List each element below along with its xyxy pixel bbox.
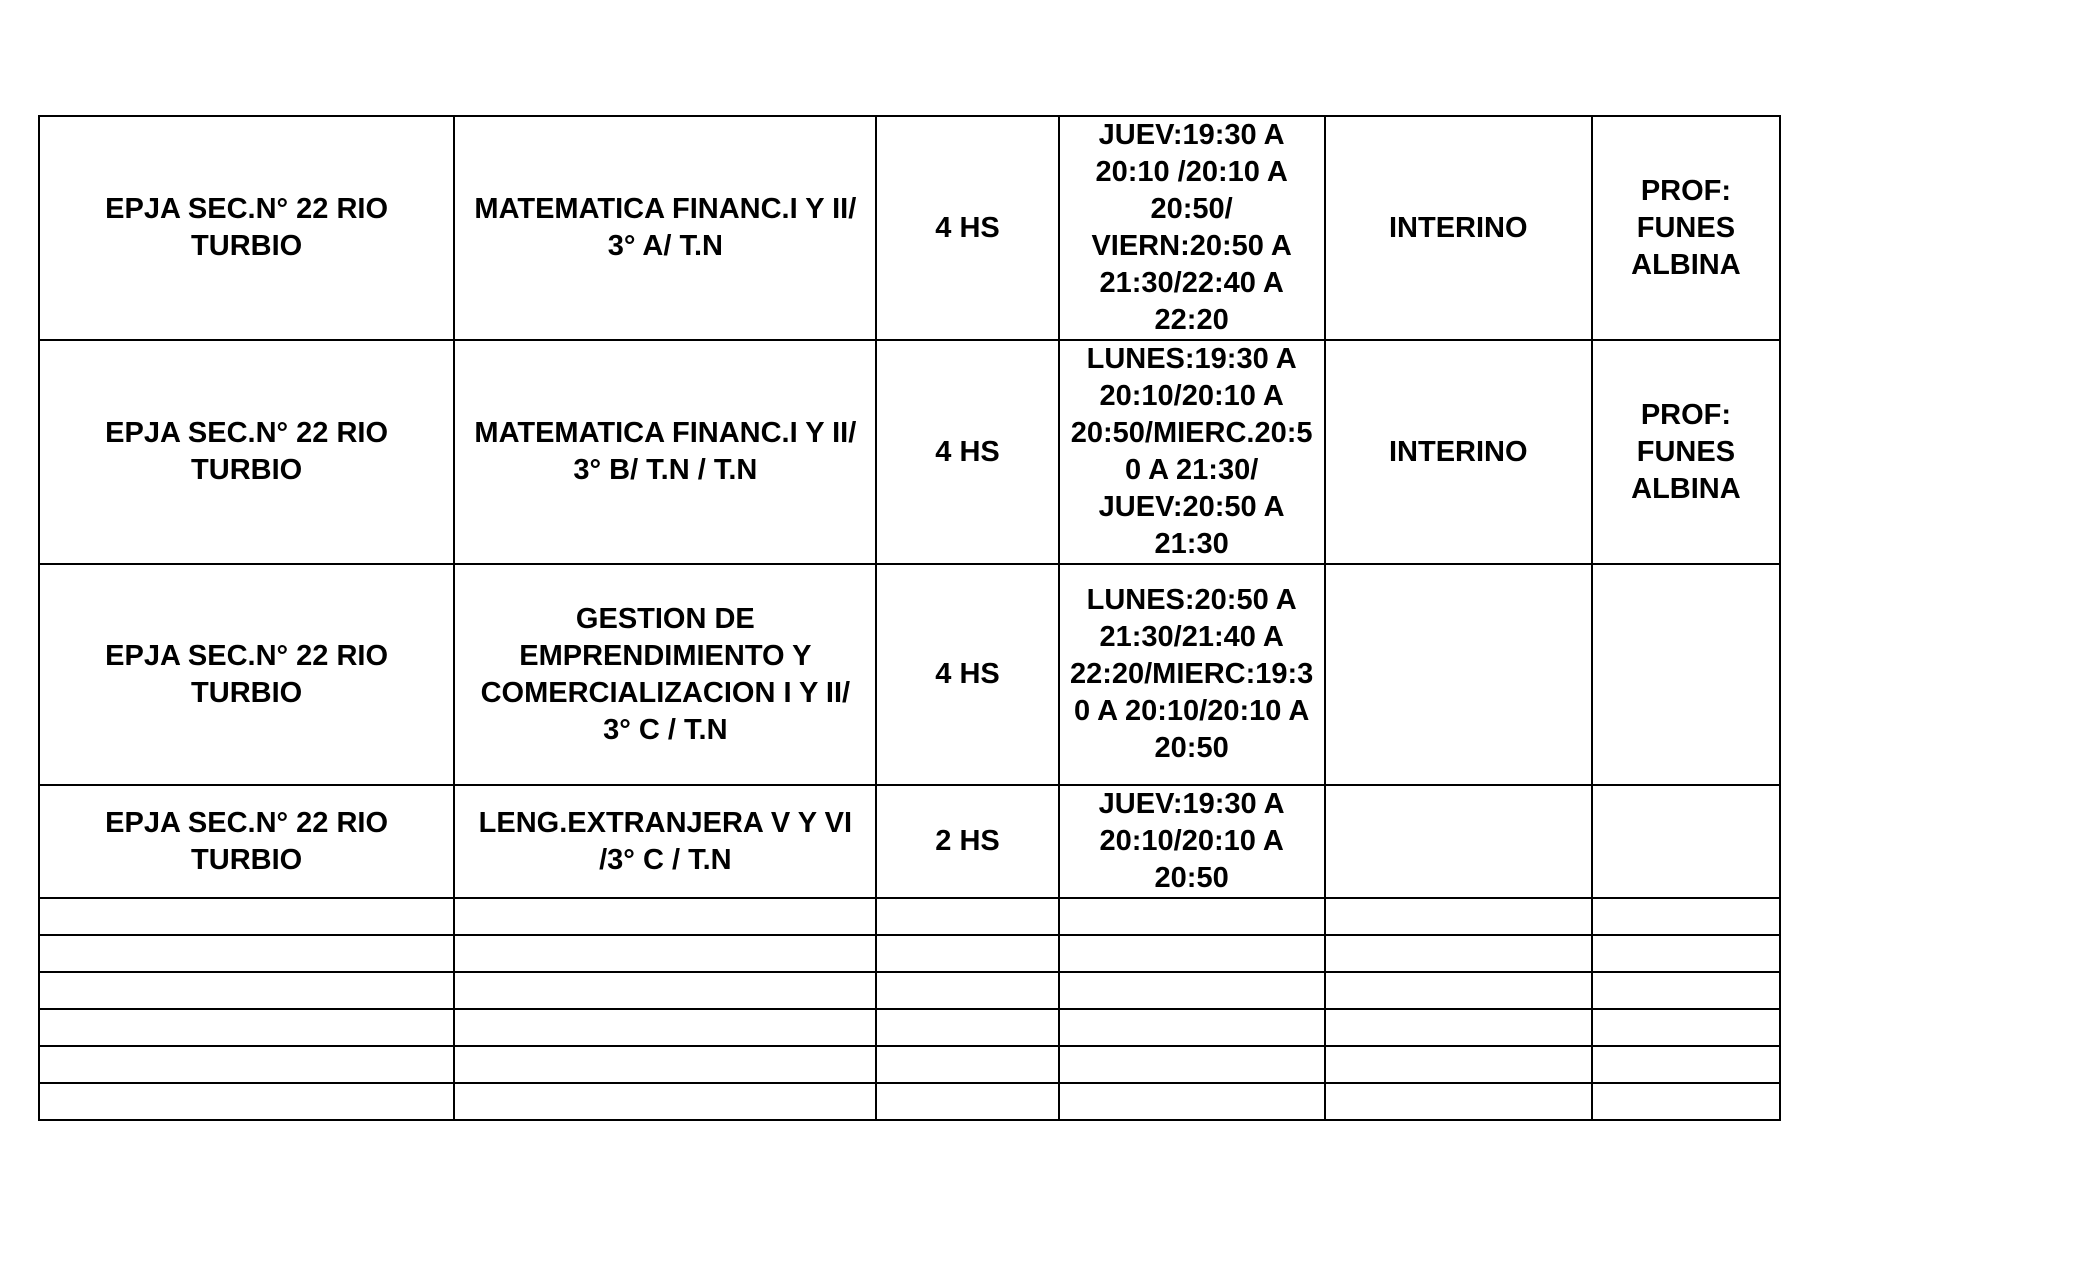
status-cell (1325, 564, 1592, 785)
schedule-cell: LUNES:20:50 A 21:30/21:40 A 22:20/MIERC:19:3 0 A 20:10/20:10 A 20:50 (1059, 564, 1325, 785)
empty-cell (1325, 898, 1592, 935)
status-cell: INTERINO (1325, 340, 1592, 564)
empty-cell (454, 1046, 876, 1083)
school-cell: EPJA SEC.N° 22 RIO TURBIO (39, 340, 454, 564)
schedule-table (38, 115, 1781, 1121)
empty-row (39, 935, 1780, 972)
school-cell: EPJA SEC.N° 22 RIO TURBIO (39, 116, 454, 340)
empty-cell (1059, 935, 1325, 972)
empty-cell (454, 1083, 876, 1120)
schedule-cell: JUEV:19:30 A 20:10 /20:10 A 20:50/ VIERN:20:50 A 21:30/22:40 A 22:20 (1059, 116, 1325, 340)
teacher-cell (1592, 785, 1780, 898)
status-cell (1325, 785, 1592, 898)
empty-row (39, 972, 1780, 1009)
schedule-cell: JUEV:19:30 A 20:10/20:10 A 20:50 (1059, 785, 1325, 898)
empty-cell (1059, 1046, 1325, 1083)
table-row (39, 564, 1780, 785)
empty-cell (1325, 1009, 1592, 1046)
empty-cell (1592, 1009, 1780, 1046)
teacher-cell: PROF: FUNES ALBINA (1592, 116, 1780, 340)
empty-row (39, 898, 1780, 935)
status-cell: INTERINO (1325, 116, 1592, 340)
empty-cell (39, 935, 454, 972)
empty-cell (39, 1009, 454, 1046)
hours-cell: 4 HS (876, 340, 1058, 564)
empty-cell (39, 972, 454, 1009)
empty-cell (1592, 1083, 1780, 1120)
table-row (39, 116, 1780, 340)
hours-cell: 4 HS (876, 116, 1058, 340)
empty-cell (1592, 972, 1780, 1009)
subject-cell: MATEMATICA FINANC.I Y II/ 3° A/ T.N (454, 116, 876, 340)
school-cell: EPJA SEC.N° 22 RIO TURBIO (39, 785, 454, 898)
empty-cell (1325, 935, 1592, 972)
empty-row (39, 1009, 1780, 1046)
empty-cell (454, 1009, 876, 1046)
hours-cell: 4 HS (876, 564, 1058, 785)
empty-cell (876, 972, 1058, 1009)
subject-cell: LENG.EXTRANJERA V Y VI /3° C / T.N (454, 785, 876, 898)
empty-cell (876, 898, 1058, 935)
empty-cell (1325, 1083, 1592, 1120)
empty-cell (1059, 972, 1325, 1009)
hours-cell: 2 HS (876, 785, 1058, 898)
school-cell: EPJA SEC.N° 22 RIO TURBIO (39, 564, 454, 785)
subject-cell: MATEMATICA FINANC.I Y II/ 3° B/ T.N / T.N (454, 340, 876, 564)
empty-cell (876, 1046, 1058, 1083)
empty-cell (876, 1009, 1058, 1046)
empty-row (39, 1083, 1780, 1120)
empty-row (39, 1046, 1780, 1083)
empty-cell (454, 972, 876, 1009)
empty-cell (39, 898, 454, 935)
teacher-cell: PROF: FUNES ALBINA (1592, 340, 1780, 564)
empty-cell (876, 935, 1058, 972)
empty-cell (1592, 935, 1780, 972)
empty-cell (1059, 898, 1325, 935)
empty-cell (1592, 898, 1780, 935)
empty-cell (1059, 1083, 1325, 1120)
schedule-cell: LUNES:19:30 A 20:10/20:10 A 20:50/MIERC.20:5 0 A 21:30/ JUEV:20:50 A 21:30 (1059, 340, 1325, 564)
teacher-cell (1592, 564, 1780, 785)
empty-cell (454, 935, 876, 972)
empty-cell (1325, 1046, 1592, 1083)
empty-cell (1325, 972, 1592, 1009)
subject-cell: GESTION DE EMPRENDIMIENTO Y COMERCIALIZACION I Y II/ 3° C / T.N (454, 564, 876, 785)
empty-cell (1592, 1046, 1780, 1083)
empty-cell (876, 1083, 1058, 1120)
empty-cell (39, 1046, 454, 1083)
empty-cell (39, 1083, 454, 1120)
table-row (39, 340, 1780, 564)
empty-cell (1059, 1009, 1325, 1046)
empty-cell (454, 898, 876, 935)
table-row (39, 785, 1780, 898)
